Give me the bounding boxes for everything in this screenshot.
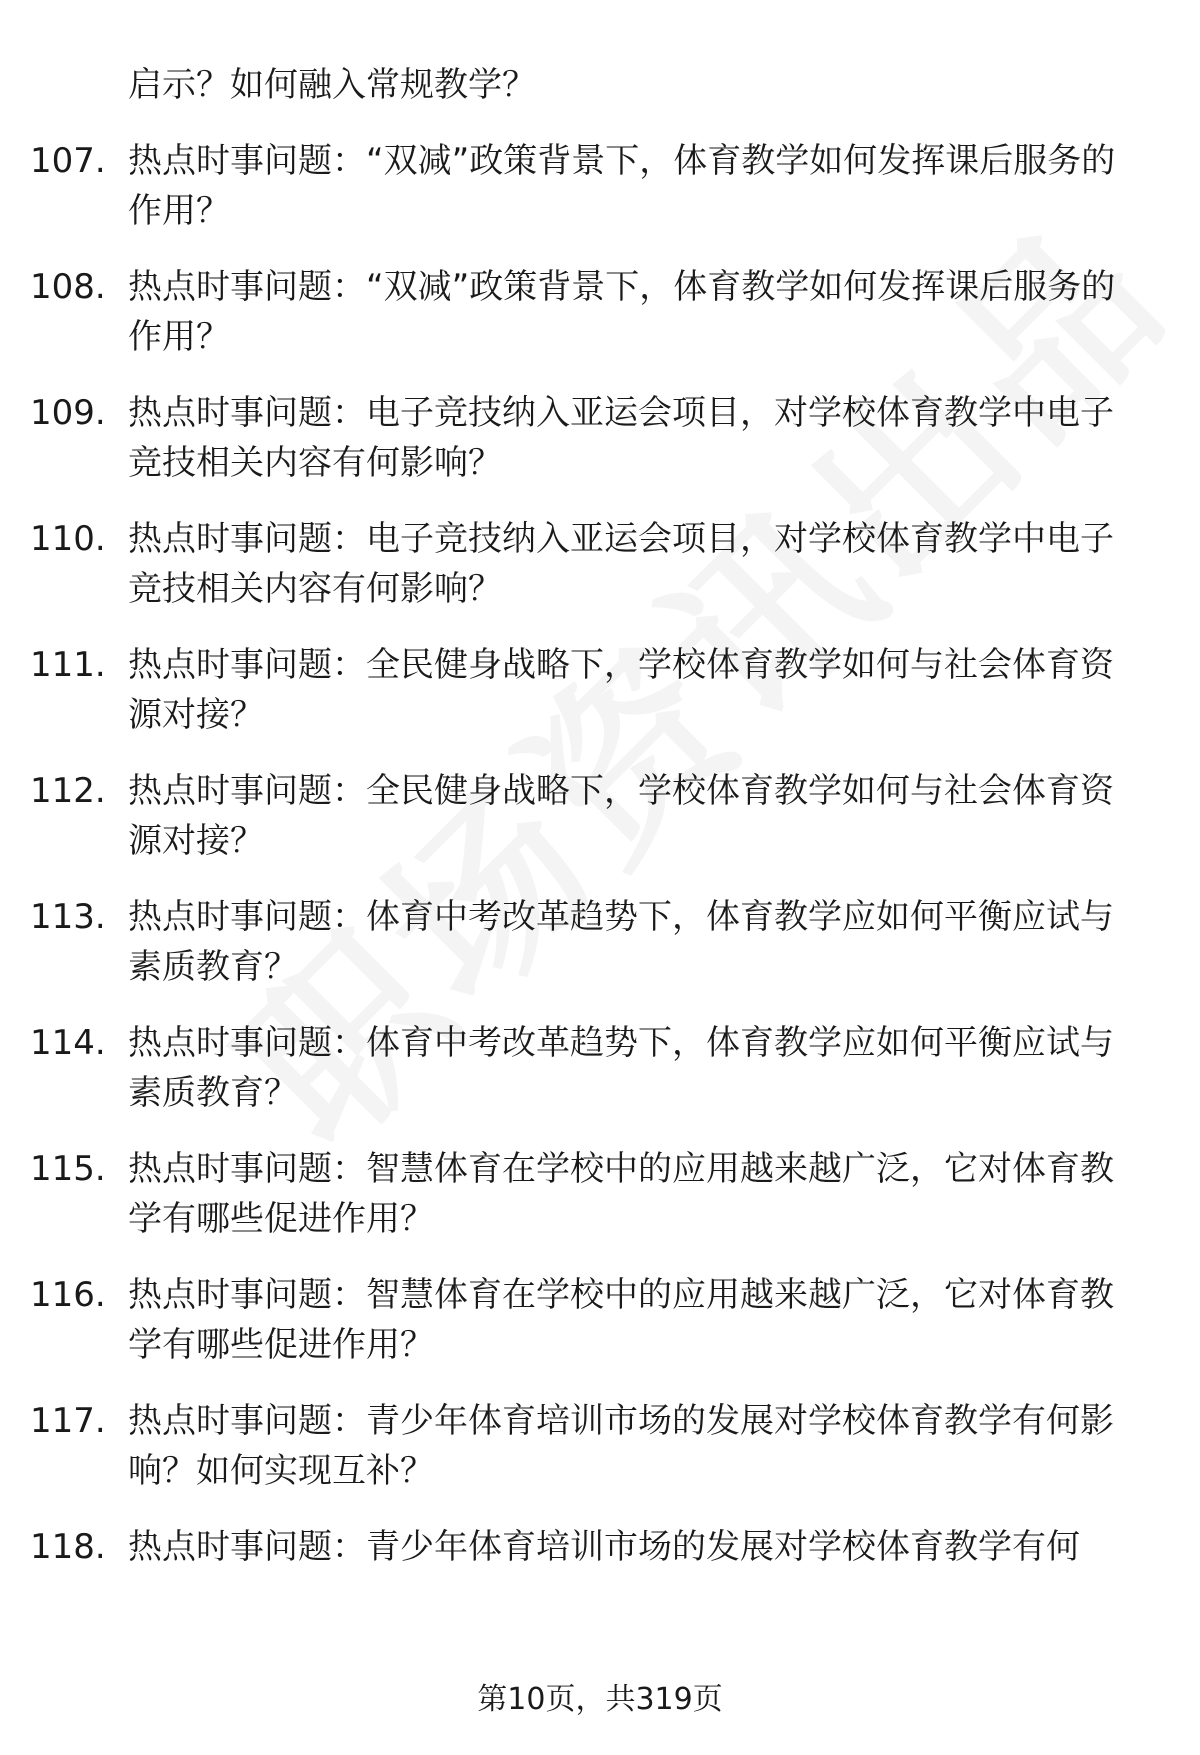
item-number: 110. <box>30 519 106 559</box>
list-item <box>0 514 1200 614</box>
item-text: 热点时事问题：全民健身战略下，学校体育教学如何与社会体育资源对接？ <box>128 771 1114 861</box>
page-footer: 第10页，共319页 <box>477 1682 723 1717</box>
item-number: 112. <box>30 771 106 811</box>
list-item <box>0 1018 1200 1118</box>
item-text: 热点时事问题：智慧体育在学校中的应用越来越广泛，它对体育教学有哪些促进作用？ <box>128 1275 1114 1365</box>
list-item <box>0 1522 1200 1572</box>
item-text: 热点时事问题：电子竞技纳入亚运会项目，对学校体育教学中电子竞技相关内容有何影响？ <box>128 519 1114 609</box>
item-number: 107. <box>30 141 106 181</box>
item-text: 热点时事问题：青少年体育培训市场的发展对学校体育教学有何影响？如何实现互补？ <box>128 1401 1114 1491</box>
item-number: 116. <box>30 1275 106 1315</box>
item-text: 热点时事问题：“双减”政策背景下，体育教学如何发挥课后服务的作用？ <box>128 267 1116 357</box>
list-item <box>0 136 1200 236</box>
list-item <box>0 1270 1200 1370</box>
item-number: 115. <box>30 1149 106 1189</box>
item-number: 117. <box>30 1401 106 1441</box>
item-text: 热点时事问题：全民健身战略下，学校体育教学如何与社会体育资源对接？ <box>128 645 1114 735</box>
item-number: 114. <box>30 1023 106 1063</box>
item-text: 热点时事问题：体育中考改革趋势下，体育教学应如何平衡应试与素质教育？ <box>128 1023 1114 1113</box>
item-text: 热点时事问题：“双减”政策背景下，体育教学如何发挥课后服务的作用？ <box>128 141 1116 231</box>
list-item <box>0 766 1200 866</box>
item-number: 111. <box>30 645 106 685</box>
item-text: 热点时事问题：青少年体育培训市场的发展对学校体育教学有何 <box>128 1527 1080 1567</box>
list-item <box>0 1396 1200 1496</box>
item-number: 113. <box>30 897 106 937</box>
list-item <box>0 262 1200 362</box>
item-text: 热点时事问题：电子竞技纳入亚运会项目，对学校体育教学中电子竞技相关内容有何影响？ <box>128 393 1114 483</box>
list-item <box>0 640 1200 740</box>
item-number: 108. <box>30 267 106 307</box>
continuation-text: 启示？如何融入常规教学？ <box>128 65 536 105</box>
item-number: 109. <box>30 393 106 433</box>
item-text: 热点时事问题：体育中考改革趋势下，体育教学应如何平衡应试与素质教育？ <box>128 897 1114 987</box>
list-item <box>0 892 1200 992</box>
item-text: 热点时事问题：智慧体育在学校中的应用越来越广泛，它对体育教学有哪些促进作用？ <box>128 1149 1114 1239</box>
list-item <box>0 1144 1200 1244</box>
list-item <box>0 388 1200 488</box>
item-number: 118. <box>30 1527 106 1567</box>
